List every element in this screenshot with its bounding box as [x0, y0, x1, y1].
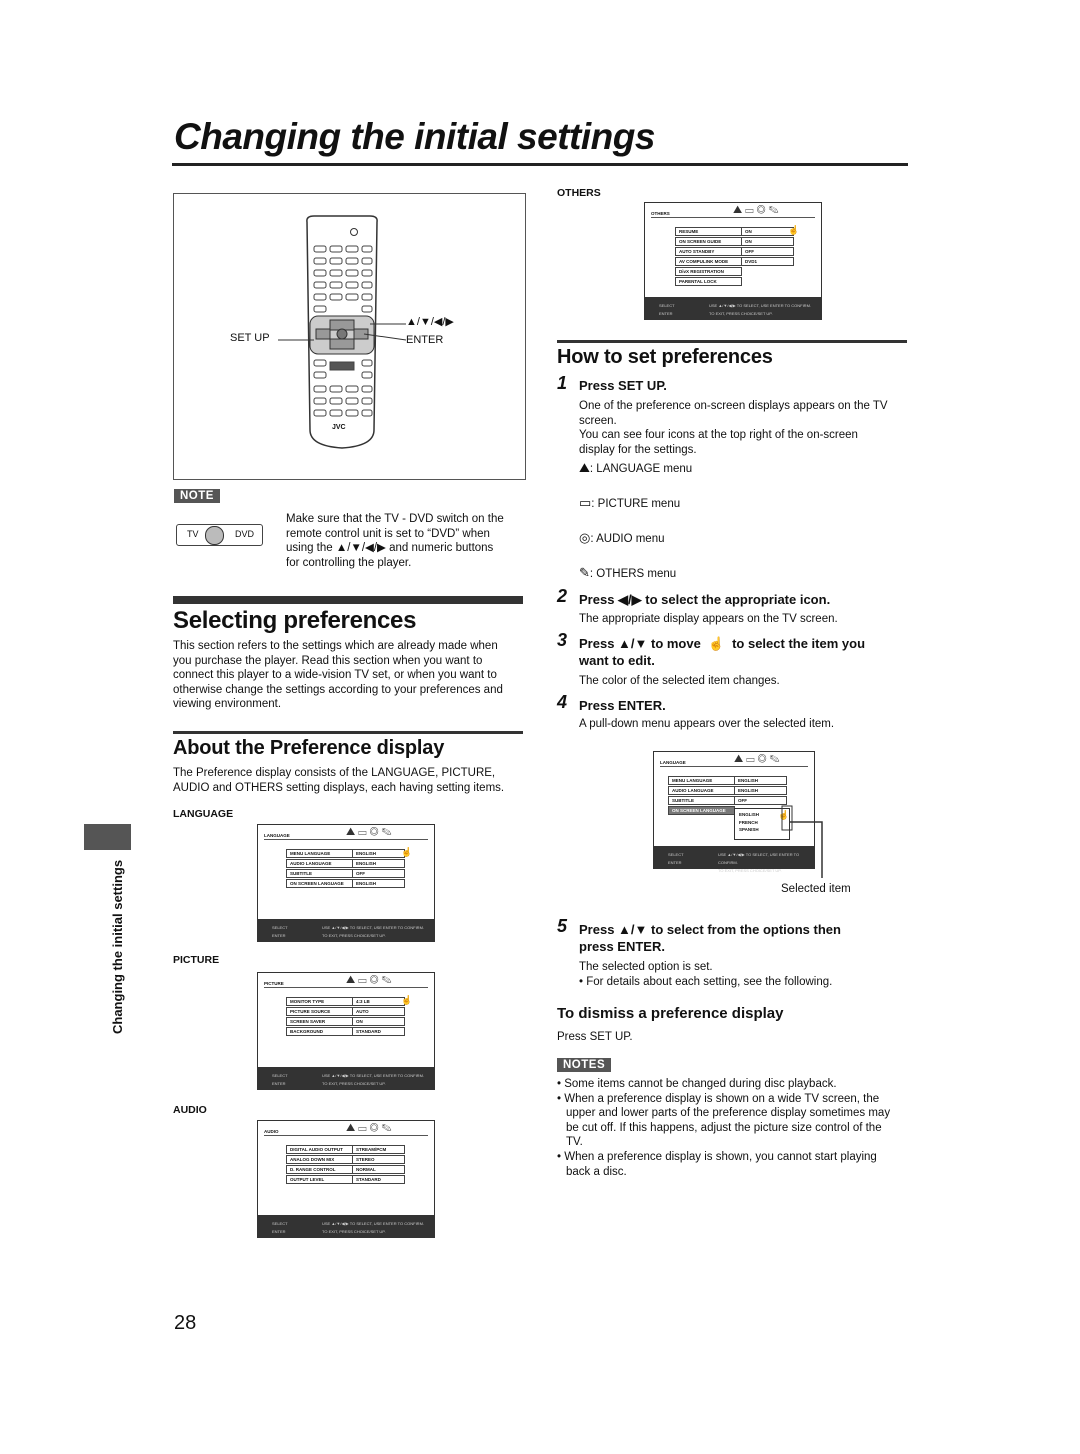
setting-value: ON [741, 227, 794, 236]
footer-enter: ENTER [668, 860, 682, 865]
footer-instruction: TO EXIT, PRESS CHOICE/SET UP. [322, 1229, 386, 1234]
step-title-part: Press ▲/▼ to select from the options then [579, 922, 841, 937]
others-icon: ✎ [579, 565, 590, 580]
howto-heading: How to set preferences [557, 346, 773, 368]
setting-value: ENGLISH [734, 786, 787, 795]
footer-instruction: USE ▲/▼/◀/▶ TO SELECT, USE ENTER TO CONFIRM. [322, 925, 425, 930]
pulldown-option: FRENCH [739, 819, 758, 825]
note-line: remote control unit is set to “DVD” when [286, 527, 490, 540]
step-line: screen. [579, 414, 617, 427]
setting-value: ENGLISH [352, 879, 405, 888]
menu-icons: ⛰ ▭ ◎ ✎ [734, 753, 780, 765]
section-rule [173, 731, 523, 734]
step-title: Press ENTER. [579, 698, 666, 713]
setting-value: DVD1 [741, 257, 794, 266]
screen-footer [258, 1067, 434, 1089]
menu-label: : LANGUAGE menu [589, 463, 693, 475]
setting-value: OFF [734, 796, 787, 805]
screen-footer [258, 1215, 434, 1237]
dismiss-heading: To dismiss a preference display [557, 1005, 784, 1022]
footer-enter: ENTER [272, 1081, 286, 1086]
step-title [579, 635, 865, 669]
setting-key: ANALOG DOWN MIX [286, 1155, 353, 1164]
switch-knob [205, 526, 224, 545]
screen-footer [645, 297, 821, 319]
menu-icons: ⛰ ▭ ◎ ✎ [346, 1122, 392, 1134]
callout-line [780, 800, 830, 880]
setting-key: SUBTITLE [286, 869, 353, 878]
setting-key: DIGITAL AUDIO OUTPUT [286, 1145, 353, 1154]
step-line: One of the preference on-screen displays appears on the TV [579, 400, 888, 412]
step-number: 1 [557, 373, 568, 393]
footer-select: SELECT [668, 852, 684, 857]
step-title-part: press ENTER. [579, 939, 665, 954]
step-number: 2 [557, 586, 568, 606]
setting-key: AUDIO LANGUAGE [286, 859, 353, 868]
note-line: • When a preference display is shown on a wide TV screen, the [557, 1092, 880, 1105]
switch-dvd-label: DVD [235, 529, 255, 539]
selecting-text [173, 639, 528, 712]
language-screen [257, 824, 435, 942]
pointer-icon: ☝ [778, 810, 790, 820]
switch-tv-label: TV [187, 529, 199, 539]
note-item [557, 1092, 909, 1150]
note-line: TV. [566, 1136, 583, 1149]
others-menu-item [579, 566, 676, 582]
setting-value: AUTO [352, 1007, 405, 1016]
note-line: • Some items cannot be changed during disc playback. [557, 1078, 837, 1090]
step-line: A pull-down menu appears over the selected item. [579, 718, 835, 730]
about-heading: About the Preference display [173, 737, 445, 759]
step-title: Press SET UP. [579, 378, 667, 393]
screen-header: LANGUAGE [660, 760, 686, 765]
screen-header: PICTURE [264, 981, 284, 986]
footer-select: SELECT [272, 1073, 288, 1078]
footer-instruction: TO EXIT, PRESS CHOICE/SET UP. [709, 311, 773, 316]
pointer-icon: ☝ [788, 225, 800, 235]
page-title: Changing the initial settings [174, 116, 655, 157]
setting-key: SUBTITLE [668, 796, 735, 805]
footer-instruction: TO EXIT, PRESS CHOICE/SET UP. [322, 933, 386, 938]
tab-line [651, 217, 815, 218]
notes-list [557, 1077, 909, 1179]
tv-dvd-switch-icon [176, 524, 263, 546]
note-line: Make sure that the TV - DVD switch on the [286, 513, 504, 525]
pulldown-option: ENGLISH [739, 812, 760, 817]
setting-key-selected: ON SCREEN LANGUAGE [668, 806, 735, 815]
audio-menu-item [579, 531, 664, 547]
side-tab-marker [84, 824, 131, 850]
step-title: Press ◀/▶ to select the appropriate icon. [579, 592, 831, 607]
menu-label: : AUDIO menu [590, 533, 665, 545]
setting-value: OFF [352, 869, 405, 878]
tab-line [660, 766, 808, 767]
menu-icons: ⛰ ▭ ◎ ✎ [346, 974, 392, 986]
tab-line [264, 839, 428, 840]
step-line: The color of the selected item changes. [579, 675, 780, 687]
note-item [557, 1077, 909, 1092]
step-number: 4 [557, 692, 568, 712]
setting-key: D. RANGE CONTROL [286, 1165, 353, 1174]
footer-instruction: TO EXIT, PRESS CHOICE/SET UP. [322, 1081, 386, 1086]
setting-key: ON SCREEN LANGUAGE [286, 879, 353, 888]
note-tag: NOTE [174, 489, 220, 503]
menu-label: : OTHERS menu [589, 568, 677, 580]
note-line: • When a preference display is shown, you cannot start playing [557, 1150, 877, 1163]
note-item [557, 1150, 909, 1179]
audio-icon: ◎ [579, 530, 591, 545]
setting-value: ON [352, 1017, 405, 1026]
setting-key: BACKGROUND [286, 1027, 353, 1036]
footer-enter: ENTER [272, 933, 286, 938]
setting-key: PARENTAL LOCK [675, 277, 742, 286]
setting-key: ON SCREEN GUIDE [675, 237, 742, 246]
setting-value: STANDARD [352, 1175, 405, 1184]
menu-label: : PICTURE menu [591, 498, 681, 510]
arrow-buttons-label: ▲/▼/◀/▶ [406, 316, 454, 328]
step-number: 3 [557, 630, 568, 650]
step-title-part: want to edit. [579, 653, 655, 668]
step-line: display for the settings. [579, 443, 697, 456]
setting-key: AUDIO LANGUAGE [668, 786, 735, 795]
setting-value: ENGLISH [352, 859, 405, 868]
screen-header: LANGUAGE [264, 833, 290, 838]
picture-screen-label: PICTURE [173, 954, 220, 966]
step-title [579, 921, 841, 955]
notes-tag: NOTES [557, 1058, 611, 1072]
menu-icons: ⛰ ▭ ◎ ✎ [346, 826, 392, 838]
note-text [286, 512, 526, 570]
setting-value: ON [741, 237, 794, 246]
footer-select: SELECT [272, 925, 288, 930]
audio-screen [257, 1120, 435, 1238]
enter-button-label: ENTER [406, 334, 444, 346]
selecting-line: This section refers to the settings which are already made when [173, 640, 498, 652]
language-menu-item [579, 461, 692, 477]
footer-instruction: USE ▲/▼/◀/▶ TO SELECT, USE ENTER TO CONFIRM. [322, 1221, 425, 1226]
page-number: 28 [174, 1312, 197, 1334]
step-line: • For details about each setting, see the following. [579, 975, 833, 988]
selecting-line: connect this player to a wide-vision TV set, or when you want to [173, 669, 497, 682]
setting-value: STREAM/PCM [352, 1145, 405, 1154]
setting-key: MENU LANGUAGE [286, 849, 353, 858]
selected-item-caption: Selected item [781, 883, 851, 895]
section-bar [173, 596, 523, 604]
remote-illustration-frame [173, 193, 526, 480]
section-rule [557, 340, 907, 343]
title-divider [172, 163, 908, 166]
note-line: upper and lower parts of the preference display sometimes may [566, 1107, 891, 1120]
setting-key: AV COMPULINK MODE [675, 257, 742, 266]
footer-select: SELECT [272, 1221, 288, 1226]
selecting-line: viewing environment. [173, 698, 282, 711]
about-text [173, 766, 528, 795]
about-line: AUDIO and OTHERS setting displays, each having setting items. [173, 781, 505, 794]
step-number: 5 [557, 916, 568, 936]
footer-instruction: USE ▲/▼/◀/▶ TO SELECT, USE ENTER TO CONFIRM. [322, 1073, 425, 1078]
step-text [579, 399, 909, 457]
setting-value: OFF [741, 247, 794, 256]
setting-key: RESUME [675, 227, 742, 236]
note-line: be cut off. If this happens, adjust the picture size control of the [566, 1121, 882, 1134]
setting-key: MONITOR TYPE [286, 997, 353, 1006]
menu-icons: ⛰ ▭ ◎ ✎ [733, 204, 779, 216]
step-title-part: Press ▲/▼ to move [579, 636, 701, 651]
picture-menu-item [579, 496, 680, 512]
pointer-icon: ☝ [401, 847, 413, 857]
others-screen [644, 202, 822, 320]
setting-value: ENGLISH [734, 776, 787, 785]
step-title-part: to select the item you [732, 636, 866, 651]
setting-value: ENGLISH [352, 849, 405, 858]
note-line: for controlling the player. [286, 556, 412, 569]
selecting-line: otherwise change the settings according to your preferences and [173, 683, 503, 696]
footer-instruction: USE ▲/▼/◀/▶ TO SELECT, USE ENTER TO CONFIRM. [709, 303, 812, 308]
note-line: using the ▲/▼/◀/▶ and numeric buttons [286, 542, 494, 555]
screen-footer [258, 919, 434, 941]
step-line: You can see four icons at the top right of the on-screen [579, 429, 858, 442]
setting-key: SCREEN SAVER [286, 1017, 353, 1026]
footer-select: SELECT [659, 303, 675, 308]
footer-enter: ENTER [659, 311, 673, 316]
pointer-icon: ☝ [401, 995, 413, 1005]
step-line: The appropriate display appears on the TV screen. [579, 613, 838, 625]
others-screen-label: OTHERS [557, 187, 601, 199]
note-line: back a disc. [566, 1165, 627, 1178]
setting-value: 4:3 LB [352, 997, 405, 1006]
about-line: The Preference display consists of the LANGUAGE, PICTURE, [173, 767, 496, 779]
side-section-label: Changing the initial settings [110, 859, 125, 1034]
language-icon: ⛰ [579, 460, 590, 475]
picture-icon: ▭ [579, 495, 592, 510]
setting-value: STEREO [352, 1155, 405, 1164]
remote-brand-logo: JVC [332, 424, 346, 431]
selecting-heading: Selecting preferences [173, 607, 417, 634]
pulldown-option: SPANISH [739, 827, 759, 832]
setting-key: OUTPUT LEVEL [286, 1175, 353, 1184]
setup-button-label: SET UP [230, 332, 270, 344]
audio-screen-label: AUDIO [173, 1104, 207, 1116]
setting-key: MENU LANGUAGE [668, 776, 735, 785]
footer-enter: ENTER [272, 1229, 286, 1234]
remote-control-icon [174, 194, 525, 479]
footer-instruction: TO EXIT, PRESS CHOICE/SET UP. [718, 868, 782, 873]
picture-screen [257, 972, 435, 1090]
selecting-line: you purchase the player. Read this section when you want to [173, 654, 483, 667]
step-text [579, 960, 832, 989]
tab-line [264, 987, 428, 988]
pointer-icon: ☝ [708, 636, 725, 651]
screen-header: AUDIO [264, 1129, 279, 1134]
step-line: The selected option is set. [579, 961, 713, 973]
setting-key: PICTURE SOURCE [286, 1007, 353, 1016]
screen-header: OTHERS [651, 211, 670, 216]
language-screen-label: LANGUAGE [173, 808, 234, 820]
footer-instruction: USE ▲/▼/◀/▶ TO SELECT, USE ENTER TO CONFIRM. [718, 852, 800, 865]
setting-value: STANDARD [352, 1027, 405, 1036]
dismiss-text: Press SET UP. [557, 1031, 633, 1043]
tab-line [264, 1135, 428, 1136]
setting-key: AUTO STANDBY [675, 247, 742, 256]
setting-value: NORMAL [352, 1165, 405, 1174]
setting-key: DivX REGISTRATION [675, 267, 742, 276]
